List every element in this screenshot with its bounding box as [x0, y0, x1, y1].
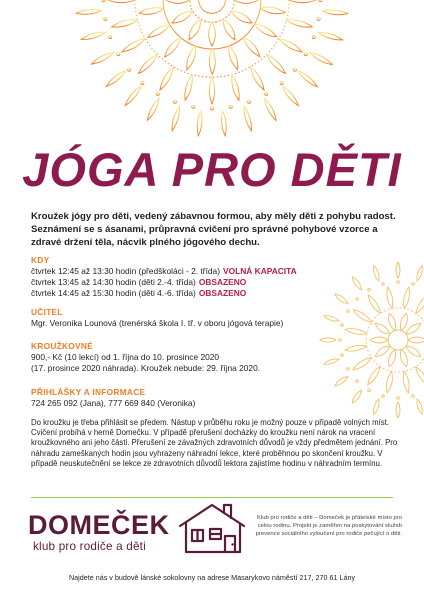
intro-text: Kroužek jógy pro děti, vedený zábavnou formou, aby měly děti z pohybu radost. Seznámení se s ásanami, průpravná cvičení pro správné pohybové vzorce a zdravé držení těla, nácvik plného jógového dechu. — [31, 211, 396, 249]
schedule-status: VOLNÁ KAPACITA — [223, 266, 297, 276]
schedule-row — [31, 277, 371, 288]
teacher-section — [31, 307, 371, 329]
teacher-text: Mgr. Veronika Lounová (trenérská škola I. tř. v oboru jógová terapie) — [31, 318, 284, 328]
contact-phones: 724 265 092 (Jana), 777 669 840 (Veronika) — [31, 398, 196, 408]
schedule-time: čtvrtek 12:45 až 13:30 hodin (předškoláci - 2. třída) — [31, 266, 221, 276]
price-section — [31, 341, 371, 374]
about-text: Klub pro rodiče a děti – Domeček je přátelské místo pro celou rodinu. Projekt je zaměřen na poskytování služeb prevence sociálního vyloučení pro rodiče pečující o děti. — [255, 515, 402, 537]
schedule-time: čtvrtek 13:45 až 14:30 hodin (děti 2.-4. třída) — [31, 277, 196, 288]
contact-heading: PŘIHLÁŠKY A INFORMACE — [31, 387, 146, 397]
logo-tagline: klub pro rodiče a děti — [33, 540, 146, 553]
schedule-status: OBSAZENO — [198, 288, 247, 299]
footer-address: Najdete nás v budově lánské sokolovny na adrese Masarykovo náměstí 217, 270 61 Lány — [68, 573, 356, 582]
schedule-row — [31, 266, 371, 277]
house-icon — [174, 500, 248, 556]
divider — [31, 497, 393, 498]
price-line: (17. prosince 2020 náhrada). Kroužek nebude: 29. října 2020. — [31, 363, 261, 374]
teacher-heading: UČITEL — [31, 307, 63, 317]
schedule-time: čtvrtek 14:45 až 15:30 hodin (děti 4.-6. třída) — [31, 288, 196, 299]
price-heading: KROUŽKOVNÉ — [31, 341, 94, 351]
contact-section — [31, 387, 371, 409]
price-line: 900,- Kč (10 lekcí) od 1. října do 10. prosince 2020 — [31, 352, 220, 362]
schedule-heading: KDY — [31, 255, 50, 265]
schedule-status: OBSAZENO — [198, 277, 247, 288]
logo-name: DOMEČEK — [28, 510, 170, 540]
page-title: JÓGA PRO DĚTI — [22, 143, 402, 196]
schedule-row — [31, 288, 371, 299]
schedule-section — [31, 255, 371, 300]
mandala-decoration-top — [26, 0, 398, 138]
registration-note: Do kroužku je třeba přihlásit se předem. Nástup v průběhu roku je možný pouze v případě volných míst. Cvičení probíhá v herně Domečku. V případě přerušení docházky do kroužku není nárok na vracení kroužkovného ani jeho části. Přerušení ze závažných zdravotních důvodů je vždy předmětem jednání. Pro náhradu zameškaných hodin jsou vyhrazeny náhradní lekce, které proběhnou po skončení kroužku. V případě neuskutečnění se lekce ze zdravotních důvodů lektora zajistíme hodinu v náhradním termínu. — [31, 418, 398, 468]
